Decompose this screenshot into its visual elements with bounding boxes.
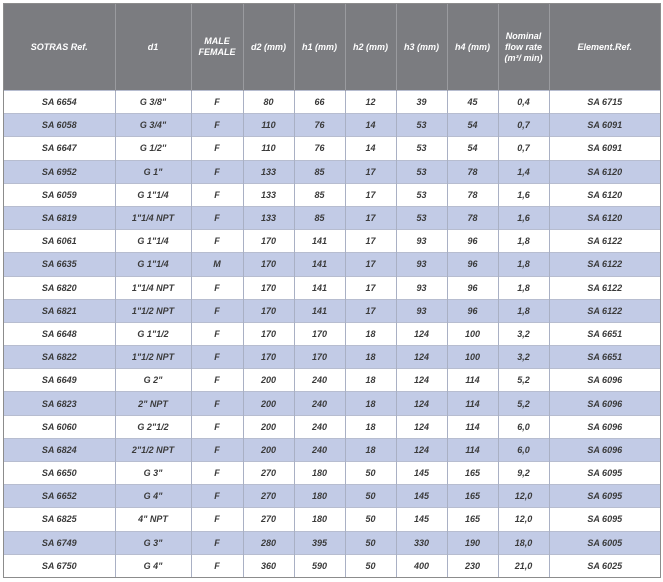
table-cell-d1: 1"1/4 NPT <box>115 276 191 299</box>
table-cell-mf: F <box>191 160 243 183</box>
table-cell-h1: 240 <box>294 438 345 461</box>
table-cell-mf: F <box>191 137 243 160</box>
table-row <box>4 91 660 114</box>
table-cell-h4: 54 <box>447 137 498 160</box>
column-header-mf <box>191 4 243 91</box>
table-cell-d1: G 1"1/4 <box>115 183 191 206</box>
table-cell-mf: F <box>191 462 243 485</box>
table-cell-flow: 1,8 <box>498 230 549 253</box>
table-cell-flow: 1,8 <box>498 253 549 276</box>
table-cell-h1: 141 <box>294 276 345 299</box>
table-cell-h3: 93 <box>396 230 447 253</box>
table-cell-h1: 180 <box>294 462 345 485</box>
table-cell-flow: 3,2 <box>498 322 549 345</box>
table-cell-h1: 170 <box>294 346 345 369</box>
table-cell-d1: 4" NPT <box>115 508 191 531</box>
table-cell-mf: F <box>191 554 243 577</box>
column-header-text: (m³/ min) <box>504 52 543 63</box>
table-cell-h2: 18 <box>345 392 396 415</box>
table-cell-mf: F <box>191 369 243 392</box>
table-cell-mf: F <box>191 299 243 322</box>
table-cell-h4: 100 <box>447 322 498 345</box>
table-cell-d2: 80 <box>243 91 294 114</box>
table-cell-d1: G 1"1/4 <box>115 253 191 276</box>
table-cell-h1: 85 <box>294 206 345 229</box>
column-header-h2 <box>345 4 396 91</box>
table-cell-d2: 170 <box>243 230 294 253</box>
table-cell-h4: 96 <box>447 230 498 253</box>
product-spec-table <box>4 4 660 577</box>
table-cell-element: SA 6095 <box>549 508 660 531</box>
table-cell-h4: 100 <box>447 346 498 369</box>
column-header-h1 <box>294 4 345 91</box>
table-cell-h2: 12 <box>345 91 396 114</box>
table-cell-element: SA 6005 <box>549 531 660 554</box>
table-cell-h4: 96 <box>447 299 498 322</box>
table-cell-h4: 230 <box>447 554 498 577</box>
table-cell-d2: 200 <box>243 438 294 461</box>
column-header-d2 <box>243 4 294 91</box>
column-header-text: MALE <box>204 36 230 46</box>
table-row <box>4 299 660 322</box>
table-cell-h1: 76 <box>294 114 345 137</box>
table-cell-d2: 170 <box>243 322 294 345</box>
table-cell-d1: 2" NPT <box>115 392 191 415</box>
table-cell-h4: 165 <box>447 485 498 508</box>
table-cell-flow: 3,2 <box>498 346 549 369</box>
table-body <box>4 91 660 577</box>
table-cell-h4: 114 <box>447 369 498 392</box>
table-cell-h4: 114 <box>447 415 498 438</box>
table-cell-flow: 12,0 <box>498 485 549 508</box>
table-cell-d1: G 4" <box>115 554 191 577</box>
table-cell-h4: 78 <box>447 183 498 206</box>
table-row <box>4 369 660 392</box>
table-cell-h2: 50 <box>345 485 396 508</box>
table-cell-d1: G 2"1/2 <box>115 415 191 438</box>
table-cell-ref: SA 6823 <box>4 392 115 415</box>
table-row <box>4 183 660 206</box>
product-table-container <box>3 3 661 578</box>
table-cell-flow: 12,0 <box>498 508 549 531</box>
table-row <box>4 206 660 229</box>
table-cell-flow: 21,0 <box>498 554 549 577</box>
table-cell-element: SA 6095 <box>549 485 660 508</box>
table-cell-ref: SA 6952 <box>4 160 115 183</box>
column-header-h4 <box>447 4 498 91</box>
table-cell-ref: SA 6650 <box>4 462 115 485</box>
table-row <box>4 114 660 137</box>
table-cell-h2: 17 <box>345 230 396 253</box>
table-cell-d2: 200 <box>243 415 294 438</box>
table-cell-h2: 18 <box>345 438 396 461</box>
table-cell-mf: F <box>191 531 243 554</box>
table-cell-ref: SA 6649 <box>4 369 115 392</box>
table-row <box>4 508 660 531</box>
table-cell-d2: 133 <box>243 206 294 229</box>
table-cell-h3: 124 <box>396 438 447 461</box>
table-cell-mf: F <box>191 438 243 461</box>
table-cell-d2: 133 <box>243 183 294 206</box>
table-cell-h2: 18 <box>345 369 396 392</box>
table-cell-h2: 17 <box>345 160 396 183</box>
table-cell-d2: 170 <box>243 276 294 299</box>
table-cell-h2: 17 <box>345 183 396 206</box>
table-cell-mf: F <box>191 91 243 114</box>
table-cell-h3: 145 <box>396 462 447 485</box>
table-cell-mf: F <box>191 276 243 299</box>
table-cell-element: SA 6025 <box>549 554 660 577</box>
table-cell-d1: G 1"1/2 <box>115 322 191 345</box>
table-cell-ref: SA 6652 <box>4 485 115 508</box>
table-cell-h1: 76 <box>294 137 345 160</box>
table-cell-h4: 45 <box>447 91 498 114</box>
table-cell-mf: F <box>191 415 243 438</box>
column-header-text: h4 (mm) <box>454 41 490 52</box>
table-cell-mf: F <box>191 230 243 253</box>
table-cell-d2: 270 <box>243 462 294 485</box>
table-cell-h1: 170 <box>294 322 345 345</box>
table-cell-flow: 6,0 <box>498 438 549 461</box>
table-cell-element: SA 6091 <box>549 114 660 137</box>
column-header-text: SOTRAS Ref. <box>30 41 88 52</box>
table-cell-h3: 330 <box>396 531 447 554</box>
column-header-h3 <box>396 4 447 91</box>
column-header-text: h2 (mm) <box>352 41 388 52</box>
table-cell-d1: G 3/4" <box>115 114 191 137</box>
table-header <box>4 4 660 91</box>
table-cell-h2: 18 <box>345 415 396 438</box>
table-cell-h3: 124 <box>396 392 447 415</box>
table-cell-element: SA 6095 <box>549 462 660 485</box>
table-cell-h3: 124 <box>396 369 447 392</box>
table-cell-mf: F <box>191 206 243 229</box>
table-cell-ref: SA 6824 <box>4 438 115 461</box>
table-cell-element: SA 6096 <box>549 438 660 461</box>
column-header-text: h1 (mm) <box>301 41 337 52</box>
table-cell-h4: 165 <box>447 462 498 485</box>
table-cell-d1: G 3/8" <box>115 91 191 114</box>
table-cell-h3: 93 <box>396 253 447 276</box>
table-row <box>4 160 660 183</box>
table-cell-h1: 141 <box>294 253 345 276</box>
table-cell-d1: G 1/2'' <box>115 137 191 160</box>
table-cell-h3: 124 <box>396 322 447 345</box>
table-cell-ref: SA 6820 <box>4 276 115 299</box>
table-row <box>4 137 660 160</box>
table-cell-h4: 54 <box>447 114 498 137</box>
table-cell-h1: 240 <box>294 415 345 438</box>
table-row <box>4 415 660 438</box>
table-cell-mf: F <box>191 346 243 369</box>
table-cell-h3: 53 <box>396 137 447 160</box>
table-cell-flow: 1,6 <box>498 183 549 206</box>
table-cell-ref: SA 6750 <box>4 554 115 577</box>
table-cell-h2: 18 <box>345 322 396 345</box>
table-cell-d1: G 3" <box>115 531 191 554</box>
table-cell-ref: SA 6825 <box>4 508 115 531</box>
table-cell-flow: 0,7 <box>498 137 549 160</box>
table-cell-d2: 170 <box>243 299 294 322</box>
table-cell-h4: 78 <box>447 160 498 183</box>
column-header-text: flow rate <box>504 41 542 52</box>
table-cell-element: SA 6096 <box>549 369 660 392</box>
table-cell-mf: F <box>191 322 243 345</box>
table-cell-ref: SA 6822 <box>4 346 115 369</box>
table-cell-h4: 114 <box>447 392 498 415</box>
table-cell-h3: 39 <box>396 91 447 114</box>
table-cell-h1: 141 <box>294 299 345 322</box>
table-cell-element: SA 6120 <box>549 206 660 229</box>
table-cell-element: SA 6096 <box>549 415 660 438</box>
table-cell-element: SA 6651 <box>549 346 660 369</box>
table-cell-h1: 180 <box>294 508 345 531</box>
table-cell-h4: 165 <box>447 508 498 531</box>
table-cell-h3: 53 <box>396 160 447 183</box>
table-cell-d1: 1"1/2 NPT <box>115 346 191 369</box>
table-cell-h3: 93 <box>396 276 447 299</box>
table-cell-h3: 124 <box>396 346 447 369</box>
table-row <box>4 230 660 253</box>
table-cell-h3: 53 <box>396 114 447 137</box>
table-cell-h3: 93 <box>396 299 447 322</box>
table-cell-h2: 18 <box>345 346 396 369</box>
table-cell-element: SA 6122 <box>549 299 660 322</box>
table-cell-flow: 1,4 <box>498 160 549 183</box>
table-cell-ref: SA 6821 <box>4 299 115 322</box>
table-cell-flow: 0,4 <box>498 91 549 114</box>
header-row <box>4 4 660 91</box>
column-header-text: Element.Ref. <box>577 41 632 52</box>
table-cell-d1: 1"1/2 NPT <box>115 299 191 322</box>
table-cell-mf: M <box>191 253 243 276</box>
column-header-text: FEMALE <box>198 47 236 57</box>
table-cell-h2: 17 <box>345 206 396 229</box>
table-cell-h3: 53 <box>396 206 447 229</box>
table-cell-flow: 1,8 <box>498 299 549 322</box>
column-header-text: h3 (mm) <box>403 41 439 52</box>
table-cell-d2: 170 <box>243 346 294 369</box>
table-cell-h1: 395 <box>294 531 345 554</box>
table-cell-element: SA 6715 <box>549 91 660 114</box>
table-row <box>4 531 660 554</box>
table-cell-element: SA 6120 <box>549 160 660 183</box>
column-header-ref <box>4 4 115 91</box>
table-row <box>4 253 660 276</box>
table-cell-ref: SA 6061 <box>4 230 115 253</box>
table-cell-h3: 124 <box>396 415 447 438</box>
table-cell-h1: 85 <box>294 183 345 206</box>
table-cell-mf: F <box>191 485 243 508</box>
table-cell-h3: 400 <box>396 554 447 577</box>
table-cell-h3: 145 <box>396 485 447 508</box>
table-cell-h1: 66 <box>294 91 345 114</box>
table-row <box>4 322 660 345</box>
table-cell-flow: 1,8 <box>498 276 549 299</box>
table-cell-ref: SA 6819 <box>4 206 115 229</box>
table-cell-h4: 190 <box>447 531 498 554</box>
table-cell-h2: 50 <box>345 462 396 485</box>
column-header-text: Nominal <box>505 30 542 41</box>
table-cell-d2: 200 <box>243 392 294 415</box>
table-cell-mf: F <box>191 392 243 415</box>
table-cell-h1: 240 <box>294 392 345 415</box>
table-cell-flow: 1,6 <box>498 206 549 229</box>
table-cell-d2: 170 <box>243 253 294 276</box>
table-cell-element: SA 6122 <box>549 230 660 253</box>
table-cell-d1: G 2" <box>115 369 191 392</box>
table-cell-h4: 114 <box>447 438 498 461</box>
table-cell-h4: 78 <box>447 206 498 229</box>
column-header-text: d2 (mm) <box>250 41 286 52</box>
table-cell-element: SA 6651 <box>549 322 660 345</box>
table-row <box>4 462 660 485</box>
table-cell-h1: 590 <box>294 554 345 577</box>
table-cell-h3: 145 <box>396 508 447 531</box>
table-cell-flow: 5,2 <box>498 369 549 392</box>
table-cell-h2: 14 <box>345 114 396 137</box>
table-cell-d1: G 1" <box>115 160 191 183</box>
table-cell-ref: SA 6059 <box>4 183 115 206</box>
table-row <box>4 346 660 369</box>
table-cell-ref: SA 6060 <box>4 415 115 438</box>
table-cell-ref: SA 6647 <box>4 137 115 160</box>
table-cell-element: SA 6096 <box>549 392 660 415</box>
table-row <box>4 438 660 461</box>
table-cell-ref: SA 6648 <box>4 322 115 345</box>
table-cell-h2: 17 <box>345 253 396 276</box>
table-cell-d1: G 4" <box>115 485 191 508</box>
table-row <box>4 392 660 415</box>
table-cell-flow: 6,0 <box>498 415 549 438</box>
table-cell-h1: 180 <box>294 485 345 508</box>
table-cell-d2: 270 <box>243 508 294 531</box>
table-cell-mf: F <box>191 183 243 206</box>
table-cell-element: SA 6122 <box>549 253 660 276</box>
table-cell-h1: 141 <box>294 230 345 253</box>
table-cell-d2: 133 <box>243 160 294 183</box>
column-header-text: d1 <box>147 41 159 52</box>
table-cell-h2: 50 <box>345 554 396 577</box>
table-cell-h3: 53 <box>396 183 447 206</box>
table-cell-d1: G 1"1/4 <box>115 230 191 253</box>
table-cell-element: SA 6120 <box>549 183 660 206</box>
table-cell-h4: 96 <box>447 253 498 276</box>
table-cell-h1: 85 <box>294 160 345 183</box>
table-cell-d2: 200 <box>243 369 294 392</box>
table-cell-element: SA 6122 <box>549 276 660 299</box>
table-cell-h2: 17 <box>345 276 396 299</box>
table-cell-flow: 9,2 <box>498 462 549 485</box>
table-cell-d2: 110 <box>243 114 294 137</box>
table-cell-ref: SA 6058 <box>4 114 115 137</box>
table-cell-d1: 2"1/2 NPT <box>115 438 191 461</box>
table-cell-d1: G 3" <box>115 462 191 485</box>
table-cell-h4: 96 <box>447 276 498 299</box>
column-header-flow <box>498 4 549 91</box>
table-cell-ref: SA 6749 <box>4 531 115 554</box>
table-cell-d2: 280 <box>243 531 294 554</box>
table-cell-d2: 110 <box>243 137 294 160</box>
table-cell-d2: 270 <box>243 485 294 508</box>
table-cell-ref: SA 6635 <box>4 253 115 276</box>
table-cell-ref: SA 6654 <box>4 91 115 114</box>
table-cell-flow: 0,7 <box>498 114 549 137</box>
table-cell-h1: 240 <box>294 369 345 392</box>
table-cell-mf: F <box>191 114 243 137</box>
column-header-d1 <box>115 4 191 91</box>
table-cell-h2: 50 <box>345 508 396 531</box>
table-cell-h2: 14 <box>345 137 396 160</box>
table-cell-d1: 1"1/4 NPT <box>115 206 191 229</box>
table-cell-h2: 50 <box>345 531 396 554</box>
table-cell-mf: F <box>191 508 243 531</box>
table-row <box>4 485 660 508</box>
table-cell-element: SA 6091 <box>549 137 660 160</box>
table-cell-flow: 5,2 <box>498 392 549 415</box>
column-header-element <box>549 4 660 91</box>
table-row <box>4 554 660 577</box>
table-cell-d2: 360 <box>243 554 294 577</box>
table-cell-h2: 17 <box>345 299 396 322</box>
table-row <box>4 276 660 299</box>
table-cell-flow: 18,0 <box>498 531 549 554</box>
